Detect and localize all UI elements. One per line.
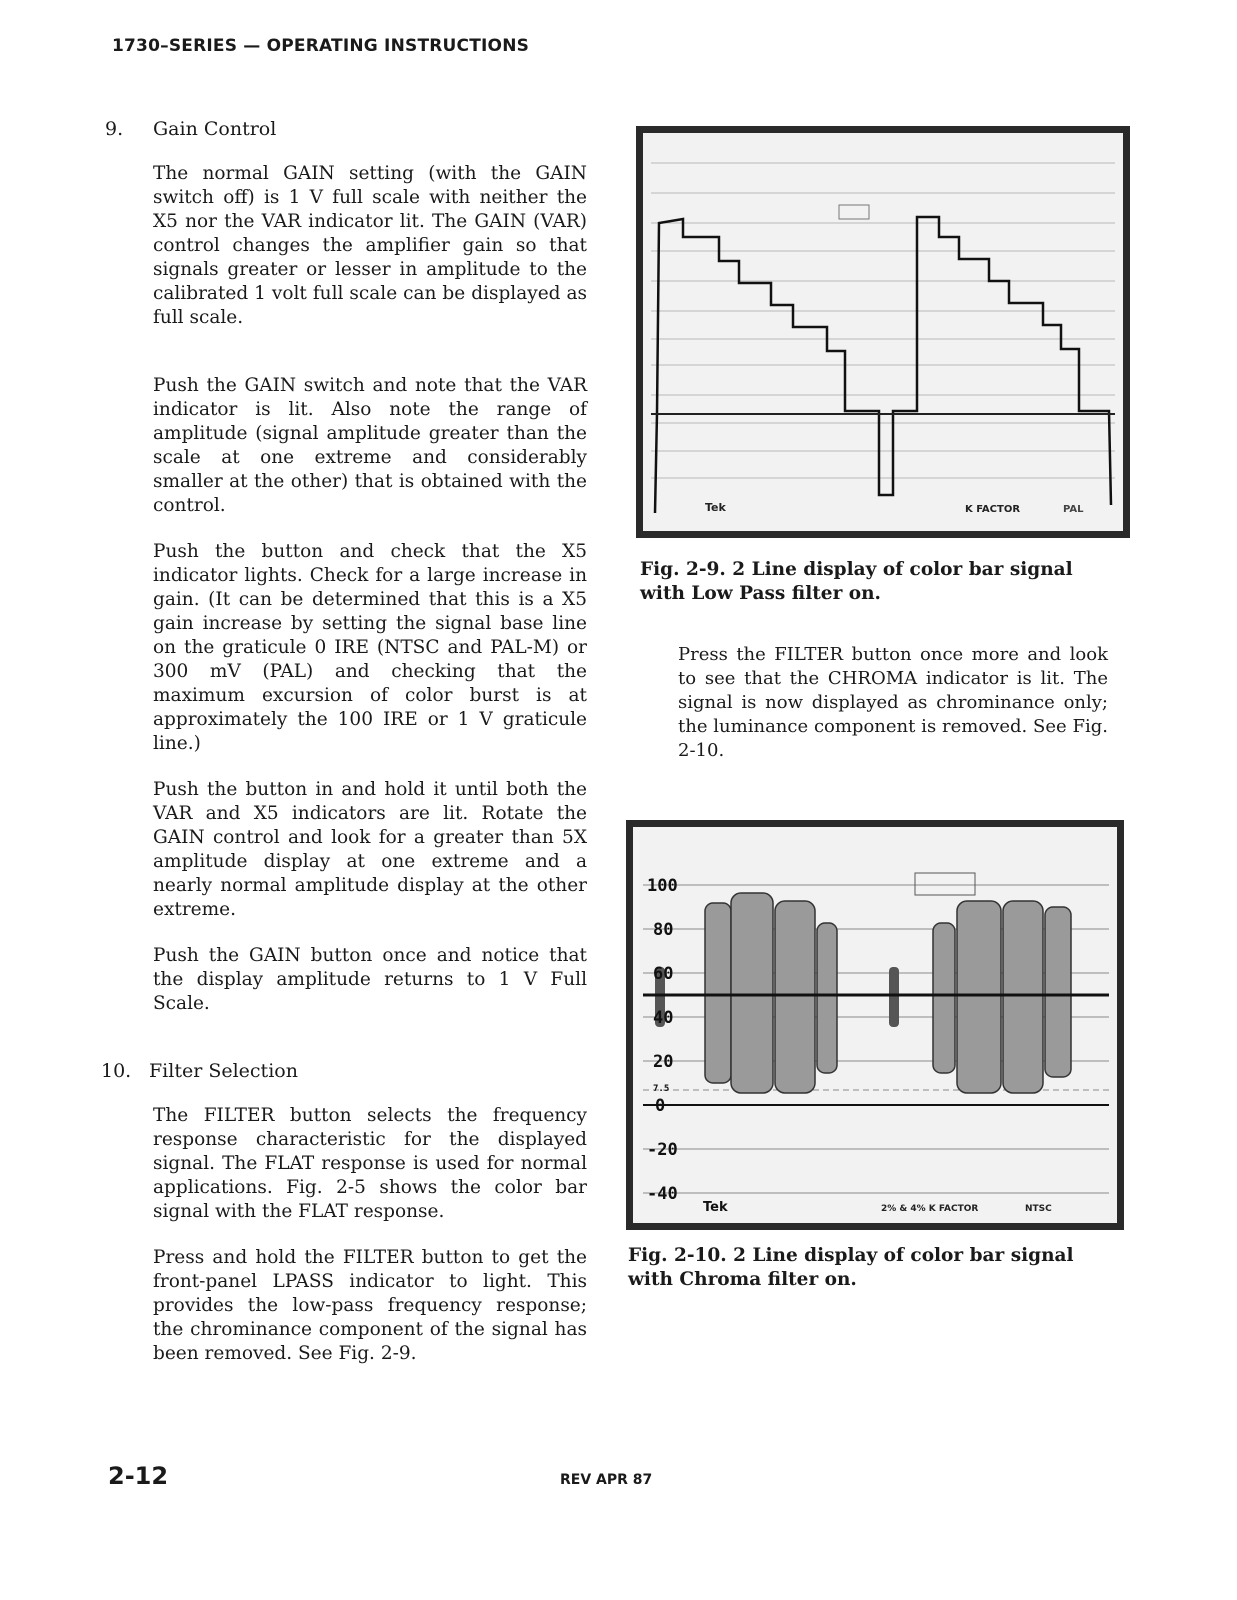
- graticule-label-7-5: 7.5: [653, 1084, 670, 1094]
- graticule-grid: [651, 163, 1115, 478]
- paragraph: Push the button in and hold it until both the VAR and X5 indicators are lit. Rotate the GAIN control and look for a greater than 5X amplitude display at one extreme and a nearly normal amplitude display at the other extreme.: [153, 779, 587, 920]
- screen-standard: PAL: [1063, 504, 1084, 515]
- figure-2-9-caption: Fig. 2-9. 2 Line display of color bar signal with Low Pass filter on.: [640, 559, 1073, 604]
- paragraph: Push the GAIN button once and notice that the display amplitude returns to 1 V Full Scale.: [153, 945, 587, 1014]
- paragraph: Press and hold the FILTER button to get the front-panel LPASS indicator to light. This provides the low-pass frequency response; the chrominance component of the signal has been removed. See Fig. 2-9.: [153, 1247, 587, 1364]
- chroma-packets: [705, 893, 1071, 1093]
- graticule-label-0: 0: [655, 1096, 666, 1116]
- waveform-screen-chroma: [633, 827, 1117, 1223]
- figure-2-10-photo: [626, 820, 1124, 1230]
- screen-kfactor: 2% & 4% K FACTOR: [881, 1204, 979, 1214]
- paragraph: Push the button and check that the X5 indicator lights. Check for a large increase in gain. (It can be determined that this is a X5 gain increase by setting the signal base line on the graticule 0 IRE (NTSC and PAL-M) or 300 mV (PAL) and checking that the maximum excursion of color burst is at approximately the 100 IRE or 1 V graticule line.): [153, 541, 587, 754]
- graticule-label-minus-40: -40: [647, 1184, 678, 1204]
- figure-2-10-caption: Fig. 2-10. 2 Line display of color bar signal with Chroma filter on.: [628, 1245, 1074, 1290]
- screen-kfactor: K FACTOR: [965, 504, 1021, 515]
- graticule-label-20: 20: [653, 1052, 674, 1072]
- paragraph: Push the GAIN switch and note that the VAR indicator is lit. Also note the range of amplitude (signal amplitude greater than the scale at one extreme and considerably smaller at the other) that is obtained with the control.: [153, 375, 587, 516]
- figure-2-9-photo: [636, 126, 1130, 538]
- page-header: 1730–SERIES — OPERATING INSTRUCTIONS: [112, 36, 530, 56]
- revision-label: REV APR 87: [560, 1472, 653, 1488]
- screen-standard: NTSC: [1025, 1204, 1052, 1214]
- graticule-label-80: 80: [653, 920, 674, 940]
- graticule-label-60: 60: [653, 964, 674, 984]
- screen-brand: Tek: [703, 1200, 728, 1215]
- paragraph: The FILTER button selects the frequency response characteristic for the displayed signal. The FLAT response is used for normal applications. Fig. 2-5 shows the color bar signal with the FLAT response.: [153, 1105, 587, 1222]
- page-number: 2-12: [108, 1462, 169, 1490]
- graticule-label-40: 40: [653, 1008, 674, 1028]
- waveform-screen-lowpass: [643, 133, 1123, 531]
- left-column: [101, 118, 595, 1388]
- paragraph: Press the FILTER button once more and look to see that the CHROMA indicator is lit. The signal is now displayed as chrominance only; the luminance component is removed. See Fig. 2-10.: [678, 644, 1108, 761]
- section-number: 10.: [101, 1060, 132, 1082]
- graticule-label-100: 100: [647, 876, 678, 896]
- paragraph: The normal GAIN setting (with the GAIN switch off) is 1 V full scale with neither the X5 nor the VAR indicator lit. The GAIN (VAR) control changes the amplifier gain so that signals greater or lesser in amplitude to the calibrated 1 volt full scale can be displayed as full scale.: [153, 163, 587, 328]
- section-10-heading: [101, 1060, 595, 1086]
- section-number: 9.: [105, 118, 124, 140]
- section-title: Filter Selection: [149, 1060, 298, 1082]
- section-title: Gain Control: [153, 118, 277, 140]
- section-9-heading: [105, 118, 595, 144]
- screen-brand: Tek: [705, 501, 726, 514]
- graticule-label-minus-20: -20: [647, 1140, 678, 1160]
